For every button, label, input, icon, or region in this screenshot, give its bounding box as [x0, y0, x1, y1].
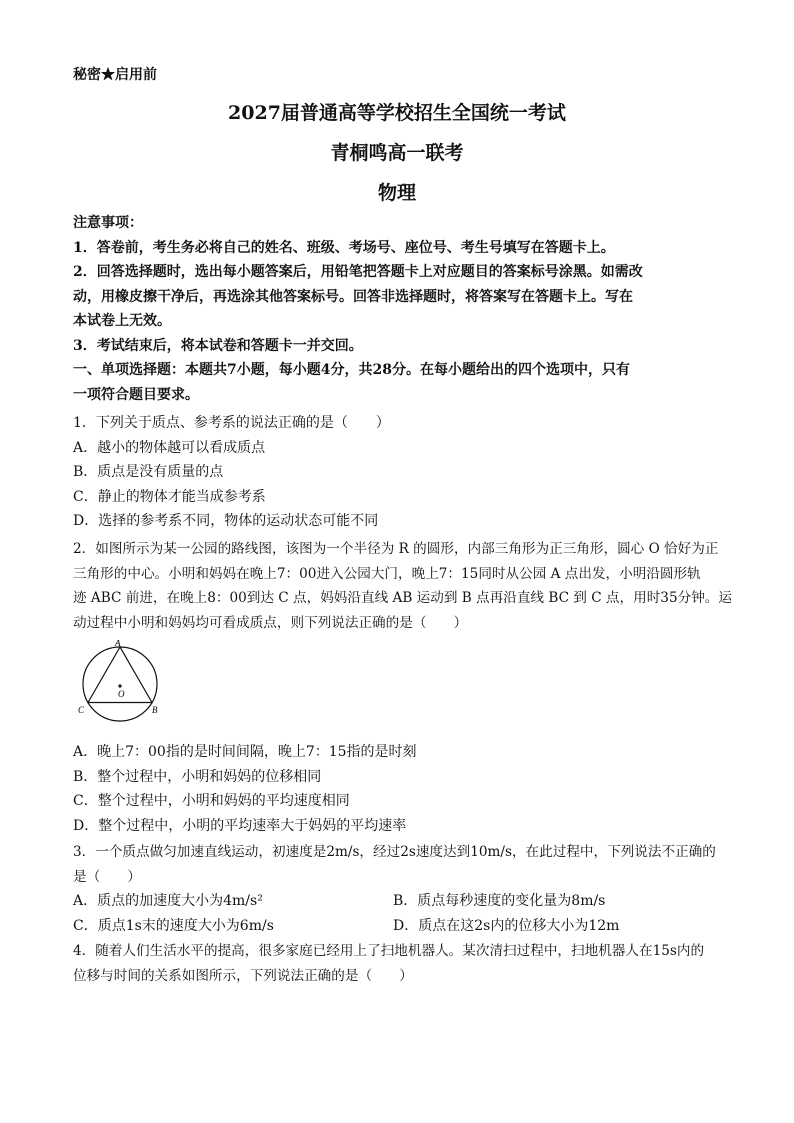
exam-title: 2027届普通高等学校招生全国统一考试 [228, 102, 566, 124]
q1-option-b: B．质点是没有质量的点 [73, 464, 224, 480]
notice-item-2-line-2: 动，用橡皮擦干净后，再选涂其他答案标号。回答非选择题时，将答案写在答题卡上。写在 [73, 288, 633, 305]
park-route-figure [75, 640, 165, 724]
subject-title: 物理 [377, 182, 416, 204]
q2-option-a: A．晚上7：00指的是时间间隔，晚上7：15指的是时刻 [73, 744, 417, 760]
point-a-label: A [115, 640, 121, 648]
notice-item-1: 1．答卷前，考生务必将自己的姓名、班级、考场号、座位号、考生号填写在答题卡上。 [73, 239, 615, 256]
q3-option-a: A．质点的加速度大小为4m/s² [73, 893, 263, 909]
point-b-label: B [152, 705, 158, 715]
point-o-label: O [118, 689, 125, 699]
q2-stem-line-2: 三角形的中心。小明和妈妈在晚上7：00进入公园大门，晚上7：15同时从公园 A 点出发，小明沿圆形轨 [73, 565, 701, 582]
q3-option-c: C．质点1s末的速度大小为6m/s [73, 918, 274, 934]
q1-stem: 1．下列关于质点、参考系的说法正确的是（ ） [73, 415, 390, 431]
q2-stem-line-4: 动过程中小明和妈妈均可看成质点，则下列说法正确的是（ ） [73, 614, 468, 631]
q3-stem-line-2: 是（ ） [73, 868, 141, 885]
notice-item-3: 3．考试结束后，将本试卷和答题卡一并交回。 [73, 337, 363, 354]
q3-option-d: D．质点在这2s内的位移大小为12m [393, 918, 620, 934]
secret-label: 秘密★启用前 [73, 67, 157, 83]
section-heading-line-1: 一、单项选择题：本题共7小题，每小题4分，共28分。在每小题给出的四个选项中，只有 [73, 362, 630, 378]
q1-option-d: D．选择的参考系不同，物体的运动状态可能不同 [73, 513, 379, 529]
center-point [118, 684, 121, 687]
question-4 [73, 939, 723, 988]
q2-option-d: D．整个过程中，小明的平均速率大于妈妈的平均速率 [73, 817, 407, 834]
question-3 [73, 840, 723, 889]
q2-stem-line-3: 迹 ABC 前进，在晚上8：00到达 C 点，妈妈沿直线 AB 运动到 B 点再沿直线 BC 到 C 点，用时35分钟。运 [73, 590, 732, 606]
question-2-options [73, 740, 723, 838]
q2-stem-line-1: 2．如图所示为某一公园的路线图，该图为一个半径为 R 的圆形，内部三角形为正三角形，圆心 O 恰好为正 [73, 541, 719, 557]
notice-item-2-line-1: 2．回答选择题时，选出每小题答案后，用铅笔把答题卡上对应题目的答案标号涂黑。如需改 [73, 264, 643, 280]
exam-subtitle: 青桐鸣高一联考 [330, 142, 464, 164]
q2-option-c: C．整个过程中，小明和妈妈的平均速度相同 [73, 793, 350, 809]
notice-item-2-line-3: 本试卷上无效。 [73, 313, 171, 329]
question-1 [73, 411, 723, 534]
q4-stem-line-1: 4．随着人们生活水平的提高，很多家庭已经用上了扫地机器人。某次清扫过程中，扫地机器人在15s内的 [73, 943, 705, 959]
q1-option-c: C．静止的物体才能当成参考系 [73, 488, 266, 505]
q4-stem-line-2: 位移与时间的关系如图所示，下列说法正确的是（ ） [73, 967, 413, 984]
q3-option-b: B．质点每秒速度的变化量为8m/s [393, 893, 606, 909]
notice-section [73, 211, 723, 407]
route-circle [83, 647, 157, 721]
q1-option-a: A．越小的物体越可以看成质点 [73, 439, 266, 456]
point-c-label: C [78, 705, 85, 715]
notice-heading: 注意事项： [73, 215, 143, 231]
q2-option-b: B．整个过程中，小明和妈妈的位移相同 [73, 768, 322, 785]
question-2 [73, 537, 732, 635]
q3-stem-line-1: 3．一个质点做匀加速直线运动，初速度是2m/s，经过2s速度达到10m/s，在此过程中，下列说法不正确的 [73, 844, 716, 860]
section-heading-line-2: 一项符合题目要求。 [73, 386, 199, 403]
